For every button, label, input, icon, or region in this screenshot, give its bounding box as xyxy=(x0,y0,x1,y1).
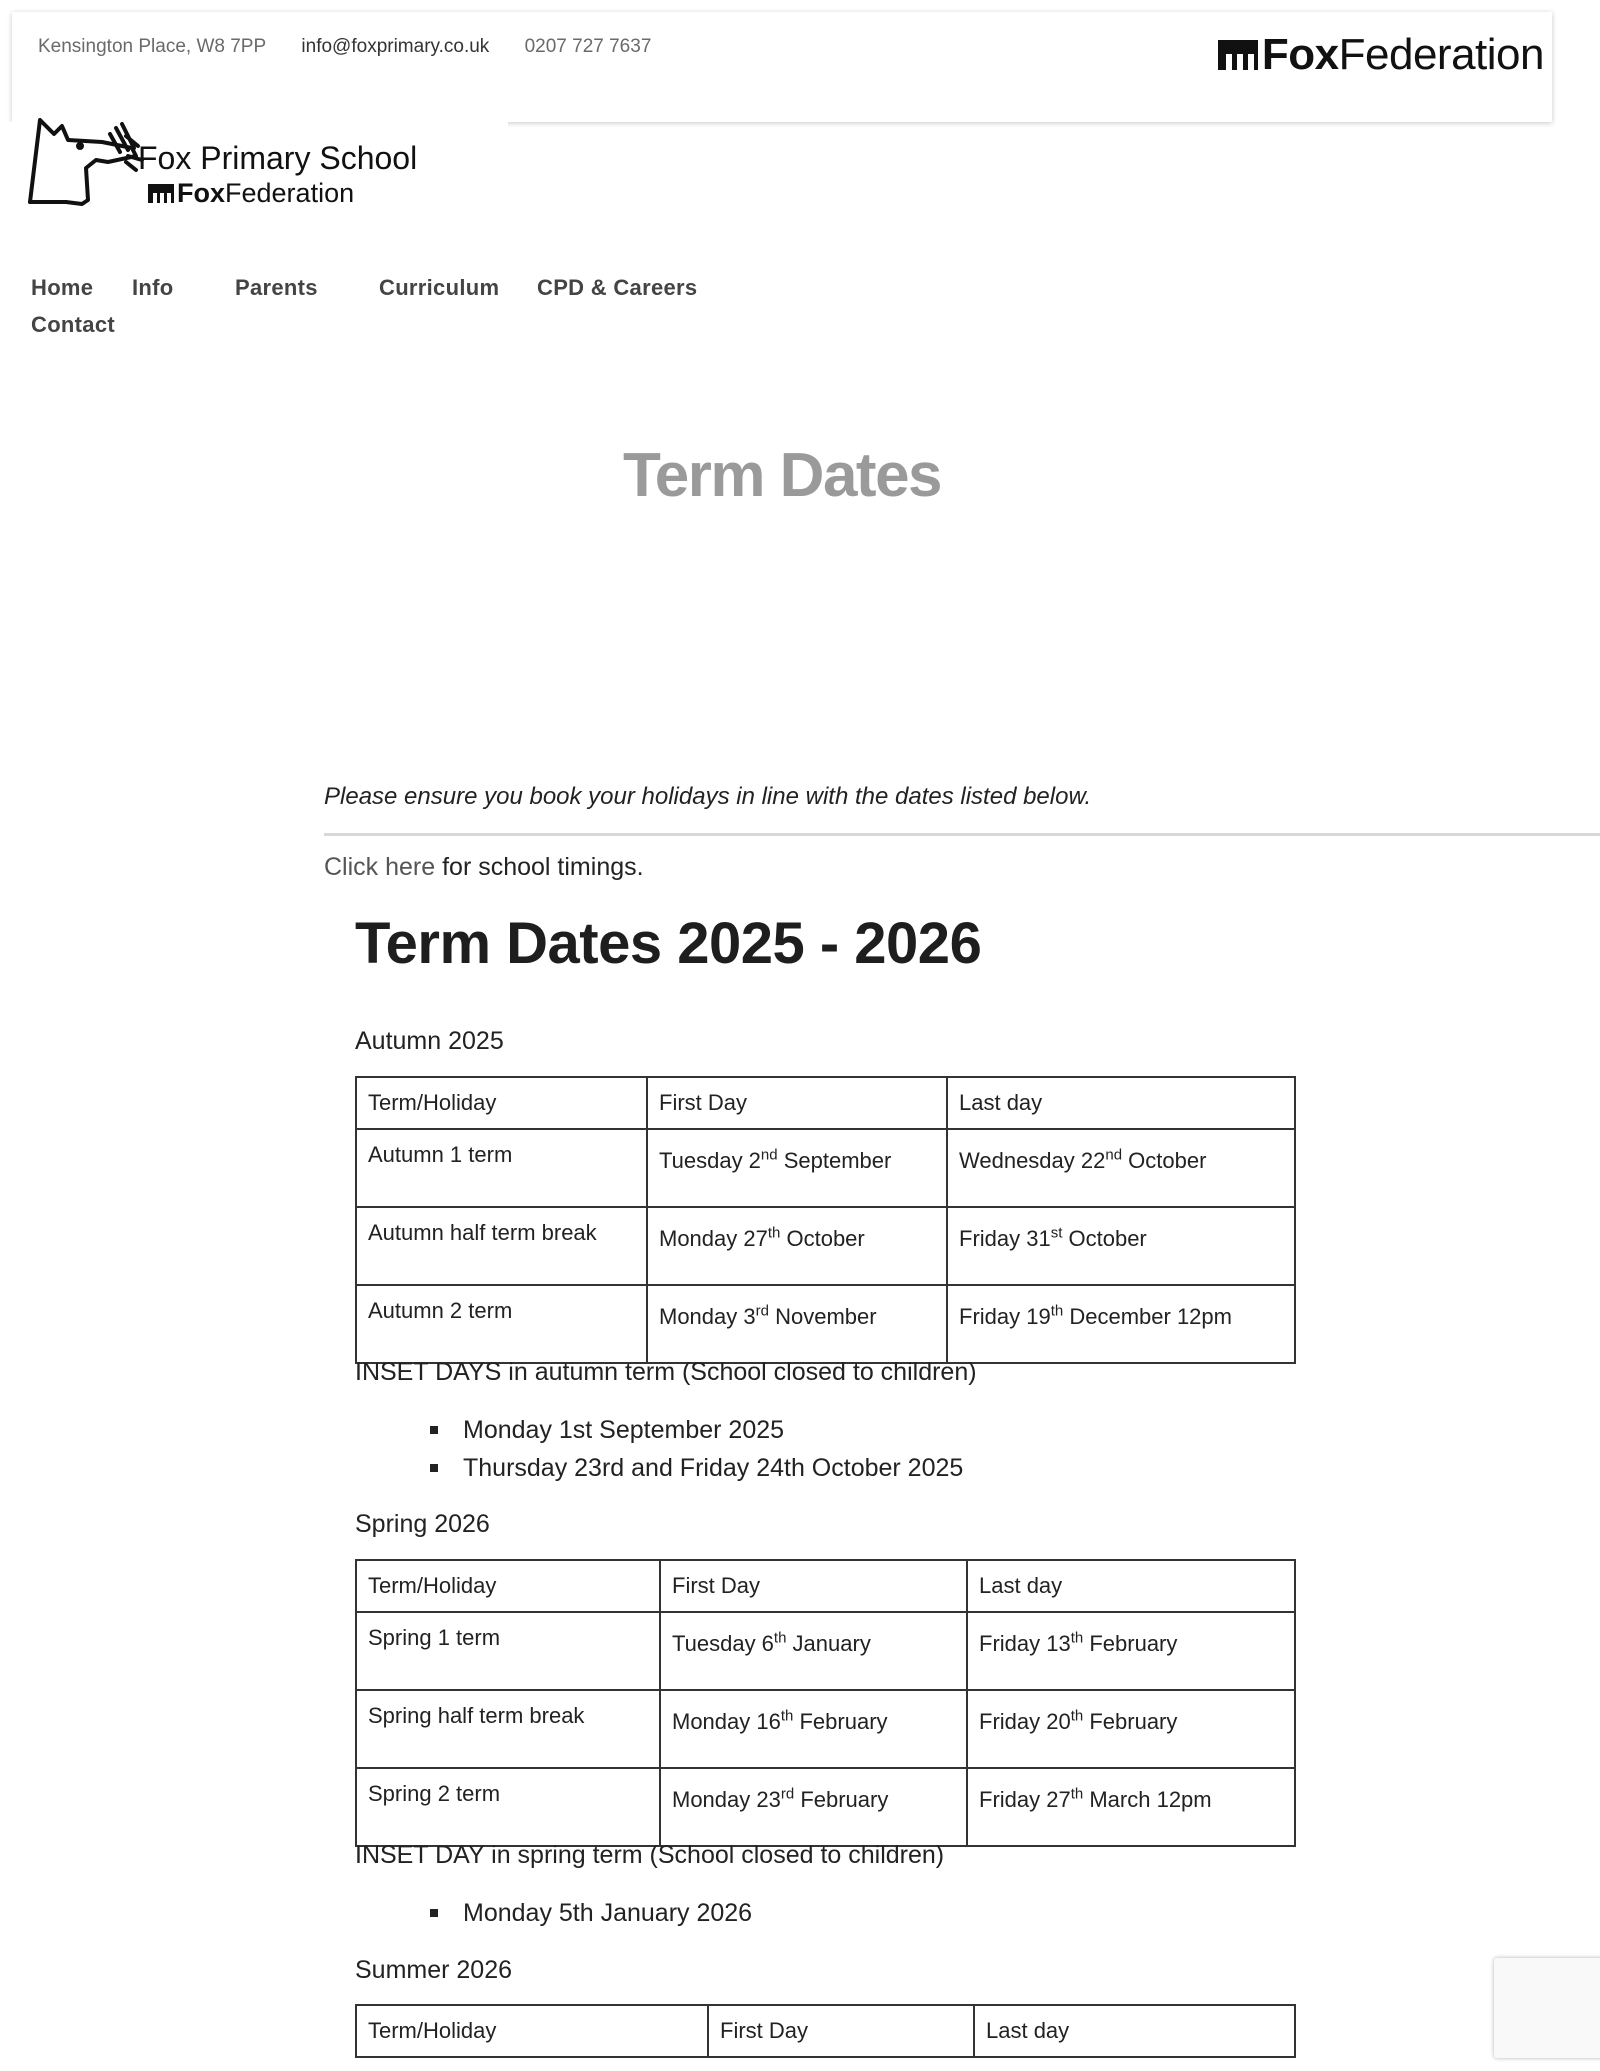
header-term: Term/Holiday xyxy=(356,1077,647,1129)
term-name: Autumn 1 term xyxy=(356,1129,647,1207)
nav-contact[interactable]: Contact xyxy=(31,312,115,337)
summer-table xyxy=(355,2004,1296,2058)
table-header-row xyxy=(356,2005,1295,2057)
table-row xyxy=(356,1207,1295,1285)
spring-inset-list xyxy=(430,1894,752,1932)
header-last-day: Last day xyxy=(947,1077,1295,1129)
list-item: Thursday 23rd and Friday 24th October 2025 xyxy=(430,1449,963,1487)
autumn-table xyxy=(355,1076,1296,1364)
table-row xyxy=(356,1285,1295,1363)
list-item: Monday 1st September 2025 xyxy=(430,1411,963,1449)
fox-icon xyxy=(24,112,144,212)
table-row xyxy=(356,1690,1295,1768)
last-day: Friday 27th March 12pm xyxy=(967,1768,1295,1846)
phone-number[interactable]: 0207 727 7637 xyxy=(524,36,652,57)
table-row xyxy=(356,1612,1295,1690)
contact-info xyxy=(38,36,681,58)
first-day: Monday 27th October xyxy=(647,1207,947,1285)
header-term: Term/Holiday xyxy=(356,2005,708,2057)
fox-federation-logo[interactable] xyxy=(1218,30,1544,80)
summer-label: Summer 2026 xyxy=(355,1956,513,1984)
header-first-day: First Day xyxy=(708,2005,974,2057)
term-name: Autumn half term break xyxy=(356,1207,647,1285)
first-day: Monday 3rd November xyxy=(647,1285,947,1363)
federation-logo-rest: Federation xyxy=(1338,30,1544,79)
school-federation-rest: Federation xyxy=(225,178,355,208)
school-federation-bold: Fox xyxy=(177,178,226,208)
term-name: Spring half term break xyxy=(356,1690,660,1768)
term-name: Spring 1 term xyxy=(356,1612,660,1690)
divider xyxy=(324,833,1600,836)
last-day: Friday 13th February xyxy=(967,1612,1295,1690)
spring-inset-label: INSET DAY in spring term (School closed to children) xyxy=(355,1841,945,1869)
nav-parents[interactable]: Parents xyxy=(235,275,318,300)
autumn-label: Autumn 2025 xyxy=(355,1027,504,1055)
header-last-day: Last day xyxy=(967,1560,1295,1612)
holiday-notice: Please ensure you book your holidays in line with the dates listed below. xyxy=(324,783,1092,810)
school-name: Fox Primary School xyxy=(138,140,418,176)
address: Kensington Place, W8 7PP xyxy=(38,36,267,57)
term-name: Spring 2 term xyxy=(356,1768,660,1846)
header-last-day: Last day xyxy=(974,2005,1295,2057)
term-name: Autumn 2 term xyxy=(356,1285,647,1363)
table-header-row xyxy=(356,1077,1295,1129)
email-link[interactable]: info@foxprimary.co.uk xyxy=(301,36,490,57)
nav-curriculum[interactable]: Curriculum xyxy=(379,275,500,300)
federation-logo-bold: Fox xyxy=(1261,30,1339,79)
spring-table xyxy=(355,1559,1296,1847)
first-day: Tuesday 2nd September xyxy=(647,1129,947,1207)
header-first-day: First Day xyxy=(660,1560,967,1612)
autumn-inset-list xyxy=(430,1411,963,1487)
first-day: Monday 23rd February xyxy=(660,1768,967,1846)
header-first-day: First Day xyxy=(647,1077,947,1129)
last-day: Friday 19th December 12pm xyxy=(947,1285,1295,1363)
nav-cpd-careers[interactable]: CPD & Careers xyxy=(537,275,698,300)
header-term: Term/Holiday xyxy=(356,1560,660,1612)
last-day: Friday 31st October xyxy=(947,1207,1295,1285)
school-timings-text: for school timings. xyxy=(435,853,644,881)
last-day: Friday 20th February xyxy=(967,1690,1295,1768)
top-bar xyxy=(12,12,1552,122)
federation-mark-icon xyxy=(1218,40,1258,70)
first-day: Tuesday 6th January xyxy=(660,1612,967,1690)
first-day: Monday 16th February xyxy=(660,1690,967,1768)
table-row xyxy=(356,1768,1295,1846)
page-title: Term Dates xyxy=(622,441,942,510)
nav-home[interactable]: Home xyxy=(31,275,94,300)
autumn-inset-label: INSET DAYS in autumn term (School closed to children) xyxy=(355,1358,977,1386)
school-timings-link[interactable]: Click here xyxy=(324,853,436,881)
table-row xyxy=(356,1129,1295,1207)
nav-info[interactable]: Info xyxy=(132,275,174,300)
school-timings-line xyxy=(324,853,644,882)
recaptcha-badge[interactable] xyxy=(1494,1958,1600,2058)
spring-label: Spring 2026 xyxy=(355,1510,490,1538)
school-federation xyxy=(148,178,354,209)
last-day: Wednesday 22nd October xyxy=(947,1129,1295,1207)
list-item: Monday 5th January 2026 xyxy=(430,1894,752,1932)
federation-mark-icon xyxy=(148,184,174,203)
term-dates-heading: Term Dates 2025 - 2026 xyxy=(355,911,982,976)
school-logo[interactable] xyxy=(24,112,418,212)
table-header-row xyxy=(356,1560,1295,1612)
